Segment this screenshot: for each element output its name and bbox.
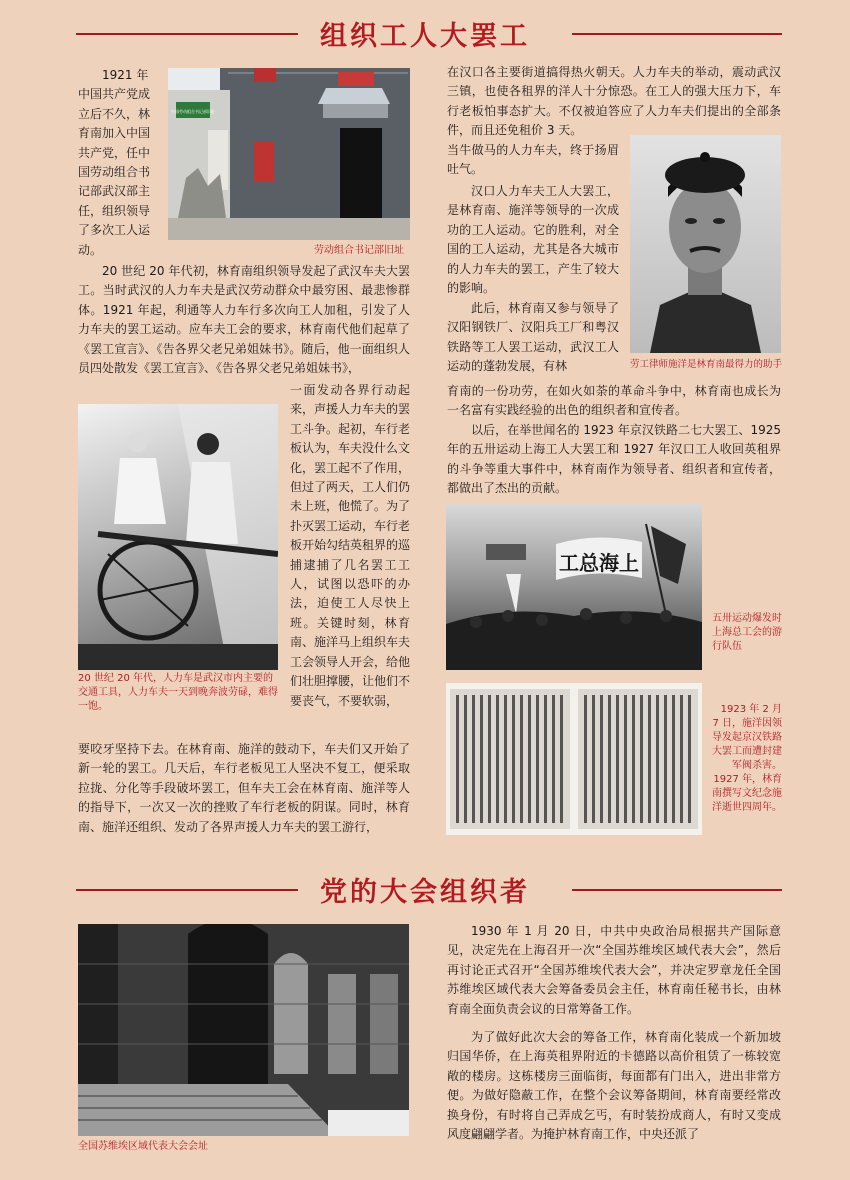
paragraph-boss-response: 一面发动各界行动起来，声援人力车夫的罢工斗争。起初，车行老板认为，车夫没什么文化，罢工起不了作用，但过了两天，工人们仍未上班，他慌了。为了扑灭罢工运动，车行老板开始勾结英租界的巡捕逮捕了几名罢工工人，试图以恐吓的办法，迫使工人尽快上班。关键时刻，林育南、施洋马上组织车夫工会领导人开会，给他们壮胆撑腰，让他们不要丧气，不要软弱， — [290, 383, 411, 708]
caption-photo-1: 劳动组合书记部旧址 — [314, 245, 404, 256]
intro-line-6: 国劳动组合书 — [78, 165, 151, 180]
intro-line-7: 记部武汉部主 — [78, 184, 151, 199]
paragraph-major-events: 以后，在举世闻名的 1923 年京汉铁路二七大罢工、1925 年的五卅运动上海工人大罢工和 1927 年汉口工人收回英租界的斗争等重大事件中，林育南作为领导者、组织者和宣传者，都做出了杰出的贡献。 — [447, 423, 781, 496]
paragraph-preparation: 为了做好此次大会的筹备工作，林育南化装成一个新加坡归国华侨，在上海英租界附近的卡德路以高价租赁了一栋较宽敞的楼房。这栋楼房三面临街，每面都有门出入，进出非常方便。为做好隐蔽工作，在整个会议筹备期间，林育南要经常改换身份，有时将自己弄成乞丐，有时装扮成商人，有时又变成风度翩翩学者。为掩护林育南工作，中央还派了 — [447, 1030, 781, 1142]
intro-line-1: 1921 年 — [102, 68, 149, 82]
photo-may30-march — [446, 504, 702, 670]
paragraph-congress-decision: 1930 年 1 月 20 日，中共中央政治局根据共产国际意见，决定先在上海召开一次“全国苏维埃区域代表大会”，然后再讨论正式召开“全国苏维埃代表大会”，并决定罗章龙任全国苏维埃区域代表大会筹备委员会主任，林育南任秘书长，由林育南全面负责会议的日常筹备工作。 — [447, 924, 781, 1016]
paragraph-strike-origin: 20 世纪 20 年代初，林育南组织领导发起了武汉车夫大罢工。当时武汉的人力车夫是武汉劳动群众中最穷困、最悲惨群体。1921 年起，利通等人力车行多次向工人加租，引发了人力车夫的罢工运动。应车夫工会的要求，林育南代他们起草了《罢工宣言》、《告各界父老兄弟姐妹书》。随后，他一面组织人员四处散发《罢工宣言》、《告各界父老兄弟姐妹书》， — [78, 264, 410, 376]
section-title-strike: 组织工人大罢工 — [320, 21, 530, 52]
plaque-text: 中国劳动组合书记部旧址 — [171, 109, 215, 114]
paragraph-pride: 当牛做马的人力车夫，终于扬眉吐气。 — [447, 143, 619, 177]
photo-secretariat-building — [168, 68, 410, 240]
paragraph-later-strikes-b: 育南的一份功劳，在如火如荼的革命斗争中，林育南也成长为一名富有实践经验的出色的组织者和宣传者。 — [447, 384, 781, 418]
paragraph-significance: 汉口人力车夫工人大罢工，是林育南、施洋等领导的一次成功的工人运动。它的胜利，对全国的工人运动，尤其是各大城市的人力车夫的罢工，产生了较大的影响。 — [447, 184, 619, 296]
intro-line-9: 了多次工人运 — [78, 223, 151, 238]
intro-line-4: 育南加入中国 — [78, 126, 151, 141]
section-title-congress: 党的大会组织者 — [320, 877, 530, 908]
intro-line-10: 动。 — [78, 242, 103, 257]
caption-photo-4: 五卅运动爆发时上海总工会的游行队伍 — [712, 613, 782, 652]
intro-lines — [78, 66, 158, 260]
title2-rule-right — [572, 889, 782, 891]
photo-rickshaw — [78, 404, 278, 670]
intro-line-3: 立后不久，林 — [78, 106, 151, 121]
caption-photo-6: 全国苏维埃区域代表大会会址 — [78, 1141, 208, 1152]
banner-text: 工总海上 — [559, 551, 639, 575]
caption-photo-2: 20 世纪 20 年代，人力车是武汉市内主要的交通工具，人力车夫一天到晚奔波劳碌，难得一饱。 — [78, 673, 278, 712]
photo-shi-yang-portrait — [630, 135, 781, 353]
photo-congress-venue — [78, 924, 409, 1136]
intro-line-8: 任，组织领导 — [78, 203, 151, 218]
photo-memorial-article — [446, 683, 702, 835]
paragraph-later-strikes-a: 此后，林育南又参与领导了汉阳钢铁厂、汉阳兵工厂和粤汉铁路等工人罢工运动，武汉工人运动的蓬勃发展，有林 — [447, 301, 619, 374]
caption-photo-5: 1923 年 2 月 7 日，施洋因领导发起京汉铁路大罢工而遭封建军阀杀害。1927 年，林育南撰写文纪念施洋逝世四周年。 — [712, 704, 782, 813]
paragraph-strike-success: 在汉口各主要街道搞得热火朝天。人力车夫的举动，震动武汉三镇，也使各租界的洋人十分惊恐。在工人的强大压力下，车行老板怕事态扩大。不仅被迫答应了人力车夫们提出的全部条件，而且还免租价 3 天。 — [447, 65, 781, 138]
intro-line-2: 中国共产党成 — [78, 87, 151, 102]
paragraph-continue-strike: 要咬牙坚持下去。在林育南、施洋的鼓动下，车夫们又开始了新一轮的罢工。几天后，车行老板见工人坚决不复工，便采取拉拢、分化等手段破坏罢工，但车夫工会在林育南、施洋等人的指导下，一次又一次的挫败了车行老板的阴谋。同时，林育南、施洋还组织、发动了各界声援人力车夫的罢工游行， — [78, 742, 410, 834]
intro-line-5: 共产党，任中 — [78, 145, 151, 160]
caption-photo-3: 劳工律师施洋是林育南最得力的助手 — [630, 359, 783, 370]
title-rule-right — [572, 33, 782, 35]
